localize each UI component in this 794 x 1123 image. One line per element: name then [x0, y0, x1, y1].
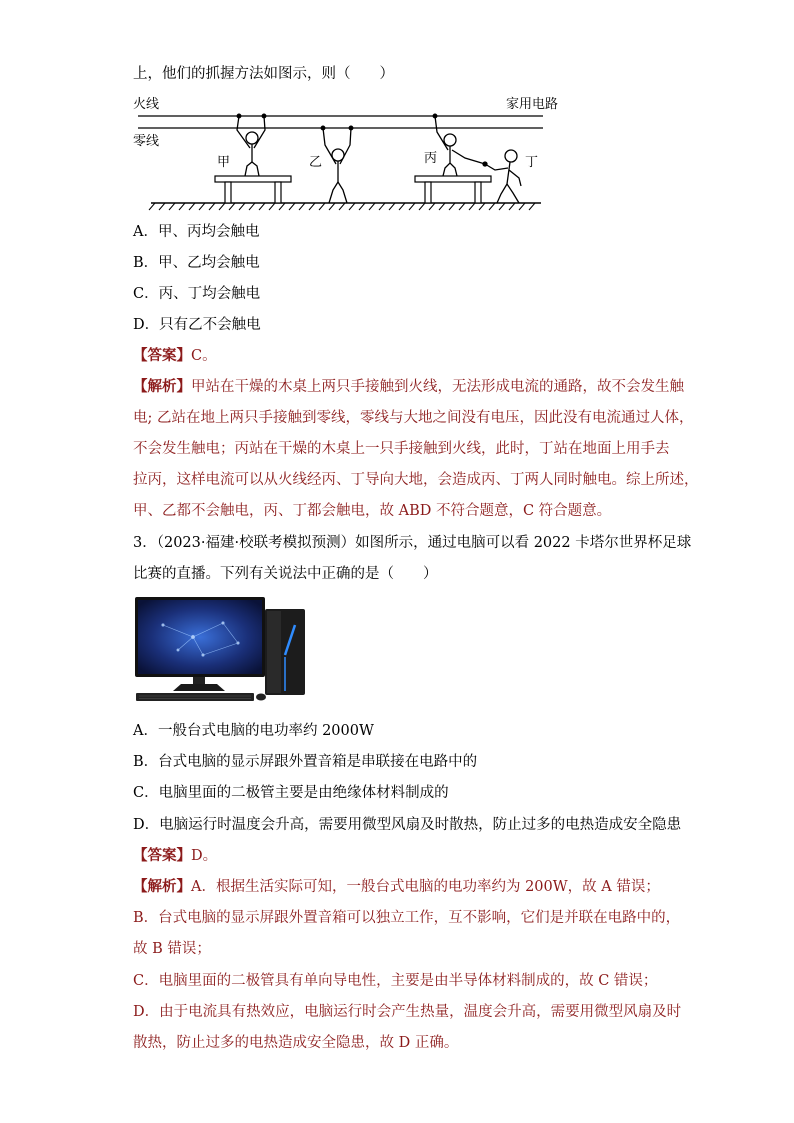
option-d: D．电脑运行时温度会升高，需要用微型风扇及时散热，防止过多的电热造成安全隐患	[133, 817, 682, 833]
mouse	[256, 694, 266, 701]
option-b: B．台式电脑的显示屏跟外置音箱是串联接在电路中的	[133, 754, 478, 770]
person-a-label: 甲	[217, 155, 231, 170]
question-stem: 上，他们的抓握方法如图示，则（ ）	[133, 66, 394, 82]
question-stem: 3．（2023·福建·校联考模拟预测）如图所示，通过电脑可以看 2022 卡塔尔世界杯足球	[133, 535, 692, 551]
wooden-table-right	[415, 176, 491, 203]
answer-line	[133, 346, 673, 366]
neutral-wire-label: 零线	[133, 134, 160, 149]
answer-value: D。	[191, 848, 218, 864]
analysis-line: 拉丙，这样电流可以从火线经丙、丁导向大地，会造成丙、丁两人同时触电。综上所述，	[133, 472, 699, 488]
person-b-figure	[321, 126, 353, 203]
person-c-label: 丙	[424, 151, 438, 166]
person-c-figure	[433, 114, 485, 176]
analysis-text: 甲站在干燥的木桌上两只手接触到火线，无法形成电流的通路，故不会发生触	[191, 379, 684, 395]
monitor-screen	[138, 600, 262, 674]
circuit-label: 家用电路	[506, 97, 559, 112]
fire-wire-label: 火线	[133, 97, 160, 112]
analysis-line: 电; 乙站在地上两只手接触到零线，零线与大地之间没有电压，因此没有电流通过人体，	[133, 410, 694, 426]
answer-line	[133, 846, 673, 866]
analysis-line: C．电脑里面的二极管具有单向导电性，主要是由半导体材料制成的，故 C 错误；	[133, 973, 658, 989]
monitor-neck	[193, 677, 205, 685]
answer-value: C。	[191, 348, 217, 364]
electric-shock-figure	[133, 90, 573, 212]
option-b: B．甲、乙均会触电	[133, 255, 260, 271]
analysis-line: D．由于电流具有热效应，电脑运行时会产生热量，温度会升高，需要用微型风扇及时	[133, 1004, 682, 1020]
analysis-line: 不会发生触电；丙站在干燥的木桌上一只手接触到火线，此时，丁站在地面上用手去	[133, 441, 670, 457]
monitor-base	[173, 684, 225, 691]
analysis-line: 甲、乙都不会触电，丙、丁都会触电，故 ABD 不符合题意，C 符合题意。	[133, 503, 612, 519]
analysis-text: A．根据生活实际可知，一般台式电脑的电功率约为 200W，故 A 错误；	[191, 879, 660, 895]
option-c: C．电脑里面的二极管主要是由绝缘体材料制成的	[133, 785, 449, 801]
option-a: A．甲、丙均会触电	[133, 224, 260, 240]
option-d: D．只有乙不会触电	[133, 317, 261, 333]
person-b-label: 乙	[309, 155, 323, 170]
question-stem: 比赛的直播。下列有关说法中正确的是（ ）	[133, 566, 438, 582]
person-d-label: 丁	[525, 155, 539, 170]
analysis-label: 【解析】	[133, 378, 191, 395]
ground-hatch	[149, 203, 535, 210]
answer-label: 【答案】	[133, 347, 191, 364]
desktop-computer-figure	[133, 595, 313, 703]
answer-label: 【答案】	[133, 847, 191, 864]
analysis-line	[133, 377, 684, 397]
option-c: C．丙、丁均会触电	[133, 286, 261, 302]
option-a: A．一般台式电脑的电功率约 2000W	[133, 723, 374, 739]
analysis-label: 【解析】	[133, 878, 191, 895]
analysis-line: 散热，防止过多的电热造成安全隐患，故 D 正确。	[133, 1035, 459, 1051]
analysis-line	[133, 877, 673, 897]
analysis-line: 故 B 错误；	[133, 941, 211, 957]
keyboard	[136, 693, 254, 701]
wooden-table-left	[215, 176, 291, 203]
person-a-figure	[237, 114, 266, 176]
analysis-line: B．台式电脑的显示屏跟外置音箱可以独立工作，互不影响，它们是并联在电路中的，	[133, 910, 681, 926]
